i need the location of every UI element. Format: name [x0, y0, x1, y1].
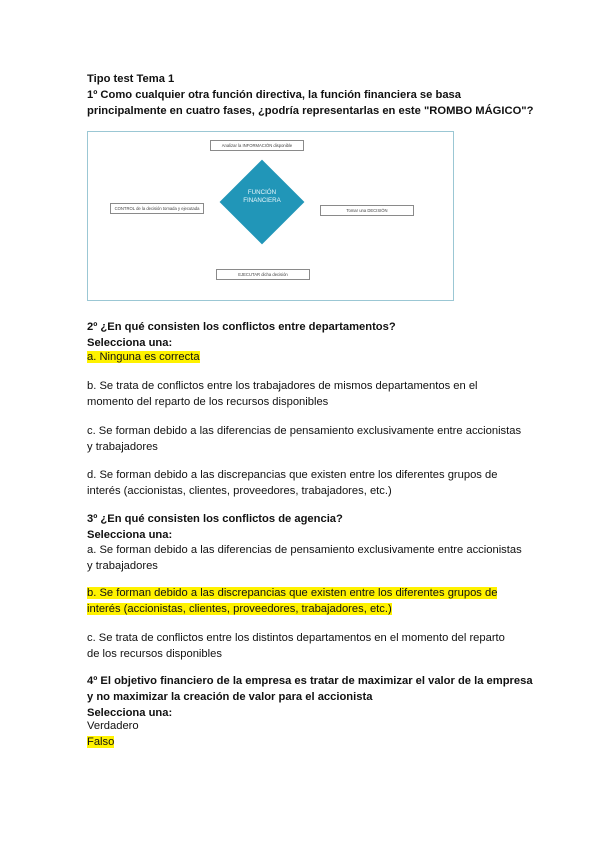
q4-option-falso[interactable] [87, 734, 527, 750]
q2-option-d[interactable] [87, 467, 527, 499]
q4-header [87, 673, 533, 721]
q1-text-line2: principalmente en cuatro fases, ¿podría representarlas en este "ROMBO MÁGICO"? [87, 105, 534, 117]
q3-option-b-line2: interés (accionistas, clientes, proveedores, trabajadores, etc.) [87, 603, 392, 615]
q4-option-verdadero-text: Verdadero [87, 720, 139, 732]
q4-prompt: Selecciona una: [87, 707, 173, 719]
q3-question: 3º ¿En qué consisten los conflictos de agencia? [87, 513, 343, 525]
q2-option-d-line2: interés (accionistas, clientes, proveedores, trabajadores, etc.) [87, 485, 392, 497]
q2-question: 2º ¿En qué consisten los conflictos entre departamentos? [87, 321, 396, 333]
q2-header [87, 319, 527, 351]
q3-option-b-line1: b. Se forman debido a las discrepancias que existen entre los diferentes grupos de [87, 587, 498, 599]
q3-option-a[interactable] [87, 542, 527, 574]
q2-option-c-line1: c. Se forman debido a las diferencias de pensamiento exclusivamente entre accionistas [87, 425, 522, 437]
q4-option-verdadero[interactable] [87, 718, 527, 734]
q3-option-a-line1: a. Se forman debido a las diferencias de pensamiento exclusivamente entre accionistas [87, 544, 522, 556]
q3-header [87, 511, 527, 543]
diagram-box-decision: Tomar una DECISIÓN [320, 205, 414, 216]
q1-block [87, 71, 534, 119]
q3-option-c-line1: c. Se trata de conflictos entre los distintos departamentos en el momento del reparto [87, 632, 505, 644]
q2-option-b-line2: momento del reparto de los recursos disponibles [87, 396, 329, 408]
q2-option-b[interactable] [87, 378, 527, 410]
diagram-box-control: CONTROL de la decisión tomada y ejecutada [110, 203, 204, 214]
q3-option-c[interactable] [87, 630, 527, 662]
diagram-center-line2: FINANCIERA [243, 197, 281, 204]
q2-option-a[interactable] [87, 349, 527, 365]
q2-prompt: Selecciona una: [87, 337, 173, 349]
q2-option-c[interactable] [87, 423, 527, 455]
q2-option-c-line2: y trabajadores [87, 441, 158, 453]
q1-text-line1: 1º Como cualquier otra función directiva, la función financiera se basa [87, 89, 461, 101]
diagram-box-analizar: Analizar la INFORMACIÓN disponible [210, 140, 304, 151]
rombo-magico-diagram [87, 131, 454, 301]
diagram-center-line1: FUNCIÓN [247, 189, 277, 196]
q3-prompt: Selecciona una: [87, 529, 173, 541]
q3-option-a-line2: y trabajadores [87, 560, 158, 572]
q4-option-falso-text: Falso [87, 736, 115, 748]
q2-option-a-text: a. Ninguna es correcta [87, 351, 200, 363]
diagram-center-label [218, 189, 306, 205]
diagram-box-ejecutar: EJECUTAR dicha decisión [216, 269, 310, 280]
q4-text-line2: y no maximizar la creación de valor para el accionista [87, 691, 373, 703]
q4-text-line1: 4º El objetivo financiero de la empresa es tratar de maximizar el valor de la empresa [87, 675, 533, 687]
q2-option-d-line1: d. Se forman debido a las discrepancias que existen entre los diferentes grupos de [87, 469, 498, 481]
q3-option-b[interactable] [87, 585, 527, 617]
document-title: Tipo test Tema 1 [87, 73, 175, 85]
q2-option-b-line1: b. Se trata de conflictos entre los trabajadores de mismos departamentos en el [87, 380, 478, 392]
q3-option-c-line2: de los recursos disponibles [87, 648, 222, 660]
